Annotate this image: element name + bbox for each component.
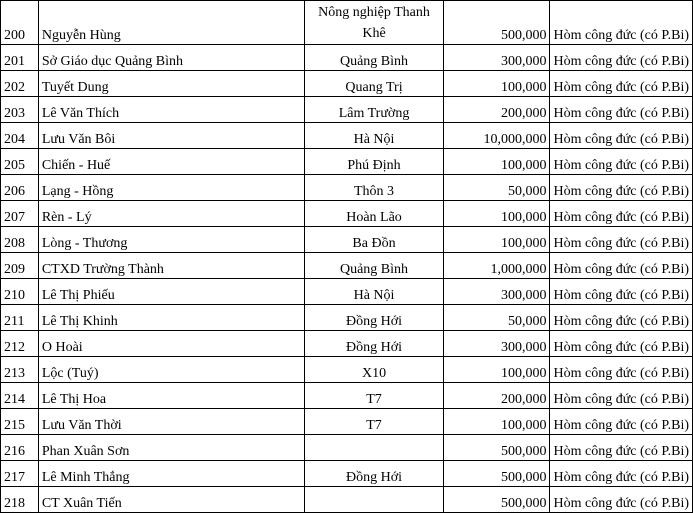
amount-cell[interactable] bbox=[444, 97, 550, 123]
table-row bbox=[1, 71, 693, 97]
row-number: 212 bbox=[4, 340, 25, 355]
place-cell[interactable] bbox=[305, 123, 444, 149]
row-number-cell[interactable] bbox=[1, 71, 39, 97]
table-row bbox=[1, 45, 693, 71]
note: Hòm công đức (có P.Bi) bbox=[553, 132, 689, 147]
note-cell[interactable] bbox=[550, 279, 693, 305]
place-cell[interactable] bbox=[305, 97, 444, 123]
row-number: 214 bbox=[4, 392, 25, 407]
donor-name: Phan Xuân Sơn bbox=[41, 444, 130, 459]
place-cell[interactable] bbox=[305, 45, 444, 71]
row-number-cell[interactable] bbox=[1, 279, 39, 305]
note: Hòm công đức (có P.Bi) bbox=[553, 28, 689, 43]
donor-name-cell[interactable] bbox=[38, 279, 304, 305]
note: Hòm công đức (có P.Bi) bbox=[553, 236, 689, 251]
row-number-cell[interactable] bbox=[1, 487, 39, 513]
donor-name: Lê Thị Phiếu bbox=[41, 288, 115, 303]
amount-cell[interactable] bbox=[444, 383, 550, 409]
donor-name: Nguyễn Hùng bbox=[41, 28, 121, 43]
amount-cell[interactable] bbox=[444, 461, 550, 487]
place: Nông nghiệp Thanh Khê bbox=[318, 5, 430, 41]
row-number-cell[interactable] bbox=[1, 97, 39, 123]
note: Hòm công đức (có P.Bi) bbox=[553, 444, 689, 459]
note: Hòm công đức (có P.Bi) bbox=[553, 54, 689, 69]
donor-name-cell[interactable] bbox=[38, 175, 304, 201]
amount: 50,000 bbox=[507, 184, 547, 199]
donor-name: Lưu Văn Bôi bbox=[41, 132, 116, 147]
amount: 500,000 bbox=[500, 444, 547, 459]
donor-name-cell[interactable] bbox=[38, 487, 304, 513]
table-row bbox=[1, 175, 693, 201]
table-row bbox=[1, 487, 693, 513]
amount: 300,000 bbox=[500, 340, 547, 355]
note-cell[interactable] bbox=[550, 201, 693, 227]
donor-name: Lộc (Tuý) bbox=[41, 366, 99, 381]
place: Hoàn Lão bbox=[346, 210, 402, 225]
donor-name-cell[interactable] bbox=[38, 357, 304, 383]
amount: 300,000 bbox=[500, 288, 547, 303]
row-number-cell[interactable] bbox=[1, 357, 39, 383]
note-cell[interactable] bbox=[550, 461, 693, 487]
table-row bbox=[1, 123, 693, 149]
donor-name-cell[interactable] bbox=[38, 201, 304, 227]
place: Quảng Bình bbox=[339, 262, 409, 277]
row-number-cell[interactable] bbox=[1, 45, 39, 71]
table-row bbox=[1, 409, 693, 435]
amount: 100,000 bbox=[500, 418, 547, 433]
row-number-cell[interactable] bbox=[1, 331, 39, 357]
donor-name: Lê Thị Khinh bbox=[41, 314, 118, 329]
amount: 100,000 bbox=[500, 210, 547, 225]
donor-name-cell[interactable] bbox=[38, 71, 304, 97]
donor-name-cell[interactable] bbox=[38, 149, 304, 175]
row-number: 205 bbox=[4, 158, 25, 173]
amount-cell[interactable] bbox=[444, 357, 550, 383]
note-cell[interactable] bbox=[550, 149, 693, 175]
place-cell[interactable] bbox=[305, 227, 444, 253]
place: Quảng Bình bbox=[339, 54, 409, 69]
note-cell[interactable] bbox=[550, 383, 693, 409]
amount-cell[interactable] bbox=[444, 435, 550, 461]
amount-cell[interactable] bbox=[444, 487, 550, 513]
place: Hà Nội bbox=[353, 132, 395, 147]
place: Đồng Hới bbox=[346, 314, 403, 329]
note: Hòm công đức (có P.Bi) bbox=[553, 418, 689, 433]
note: Hòm công đức (có P.Bi) bbox=[553, 158, 689, 173]
note-cell[interactable] bbox=[550, 435, 693, 461]
place-cell[interactable] bbox=[305, 487, 444, 513]
row-number-cell[interactable] bbox=[1, 201, 39, 227]
amount: 100,000 bbox=[500, 366, 547, 381]
table-row bbox=[1, 279, 693, 305]
row-number-cell[interactable] bbox=[1, 149, 39, 175]
row-number: 207 bbox=[4, 210, 25, 225]
place-cell[interactable] bbox=[305, 357, 444, 383]
note-cell[interactable] bbox=[550, 409, 693, 435]
table-row bbox=[1, 331, 693, 357]
row-number-cell[interactable] bbox=[1, 409, 39, 435]
donor-name-cell[interactable] bbox=[38, 305, 304, 331]
note-cell[interactable] bbox=[550, 487, 693, 513]
donor-name-cell[interactable] bbox=[38, 253, 304, 279]
note: Hòm công đức (có P.Bi) bbox=[553, 210, 689, 225]
table-row bbox=[1, 305, 693, 331]
donor-name: Rèn - Lý bbox=[41, 210, 92, 225]
table-row bbox=[1, 1, 693, 45]
row-number-cell[interactable] bbox=[1, 253, 39, 279]
table-body bbox=[1, 1, 693, 513]
place: T7 bbox=[366, 418, 382, 433]
place: Hà Nội bbox=[353, 288, 395, 303]
amount: 10,000,000 bbox=[483, 132, 547, 147]
place-cell[interactable] bbox=[305, 383, 444, 409]
amount: 300,000 bbox=[500, 54, 547, 69]
row-number: 208 bbox=[4, 236, 25, 251]
amount-cell[interactable] bbox=[444, 331, 550, 357]
donor-name: O Hoài bbox=[41, 340, 83, 355]
amount-cell[interactable] bbox=[444, 1, 550, 45]
note-cell[interactable] bbox=[550, 175, 693, 201]
amount-cell[interactable] bbox=[444, 201, 550, 227]
amount-cell[interactable] bbox=[444, 45, 550, 71]
donor-name: Lòng - Thương bbox=[41, 236, 128, 251]
amount: 200,000 bbox=[500, 106, 547, 121]
note: Hòm công đức (có P.Bi) bbox=[553, 314, 689, 329]
row-number: 202 bbox=[4, 80, 25, 95]
donor-name: Lê Thị Hoa bbox=[41, 392, 107, 407]
note-cell[interactable] bbox=[550, 227, 693, 253]
row-number-cell[interactable] bbox=[1, 461, 39, 487]
amount: 500,000 bbox=[500, 496, 547, 511]
amount: 1,000,000 bbox=[490, 262, 547, 277]
place: Ba Đồn bbox=[352, 236, 396, 251]
note: Hòm công đức (có P.Bi) bbox=[553, 496, 689, 511]
row-number-cell[interactable] bbox=[1, 435, 39, 461]
donor-name-cell[interactable] bbox=[38, 331, 304, 357]
row-number: 209 bbox=[4, 262, 25, 277]
row-number: 211 bbox=[4, 314, 25, 329]
place-cell[interactable] bbox=[305, 71, 444, 97]
table-row bbox=[1, 461, 693, 487]
table-row bbox=[1, 435, 693, 461]
row-number: 206 bbox=[4, 184, 25, 199]
donor-name: Lê Minh Thắng bbox=[41, 470, 130, 485]
note-cell[interactable] bbox=[550, 97, 693, 123]
amount: 100,000 bbox=[500, 236, 547, 251]
donor-name-cell[interactable] bbox=[38, 227, 304, 253]
place-cell[interactable] bbox=[305, 461, 444, 487]
place-cell[interactable] bbox=[305, 175, 444, 201]
row-number: 201 bbox=[4, 54, 25, 69]
note-cell[interactable] bbox=[550, 45, 693, 71]
donor-name-cell[interactable] bbox=[38, 409, 304, 435]
note-cell[interactable] bbox=[550, 253, 693, 279]
place-cell[interactable] bbox=[305, 279, 444, 305]
note: Hòm công đức (có P.Bi) bbox=[553, 80, 689, 95]
amount-cell[interactable] bbox=[444, 253, 550, 279]
place-cell[interactable] bbox=[305, 331, 444, 357]
donor-name-cell[interactable] bbox=[38, 45, 304, 71]
note: Hòm công đức (có P.Bi) bbox=[553, 340, 689, 355]
donor-name-cell[interactable] bbox=[38, 1, 304, 45]
amount: 100,000 bbox=[500, 80, 547, 95]
amount-cell[interactable] bbox=[444, 227, 550, 253]
row-number: 218 bbox=[4, 496, 25, 511]
table-row bbox=[1, 227, 693, 253]
row-number: 216 bbox=[4, 444, 25, 459]
donor-name: Sở Giáo dục Quảng Bình bbox=[41, 54, 184, 69]
table-row bbox=[1, 383, 693, 409]
place-cell[interactable] bbox=[305, 149, 444, 175]
donor-name: Lê Văn Thích bbox=[41, 106, 120, 121]
place-cell[interactable] bbox=[305, 253, 444, 279]
note-cell[interactable] bbox=[550, 1, 693, 45]
note: Hòm công đức (có P.Bi) bbox=[553, 288, 689, 303]
amount: 50,000 bbox=[507, 314, 547, 329]
place-cell[interactable] bbox=[305, 1, 444, 45]
note: Hòm công đức (có P.Bi) bbox=[553, 106, 689, 121]
amount-cell[interactable] bbox=[444, 71, 550, 97]
place: Đồng Hới bbox=[346, 470, 403, 485]
donor-name-cell[interactable] bbox=[38, 435, 304, 461]
table-row bbox=[1, 253, 693, 279]
row-number-cell[interactable] bbox=[1, 305, 39, 331]
donor-name: Tuyết Dung bbox=[41, 80, 109, 95]
donor-name: CT Xuân Tiến bbox=[41, 496, 122, 511]
row-number: 215 bbox=[4, 418, 25, 433]
note: Hòm công đức (có P.Bi) bbox=[553, 366, 689, 381]
place-cell[interactable] bbox=[305, 409, 444, 435]
donor-name: Chiến - Huế bbox=[41, 158, 111, 173]
place-cell[interactable] bbox=[305, 305, 444, 331]
note-cell[interactable] bbox=[550, 123, 693, 149]
table-row bbox=[1, 149, 693, 175]
donor-name-cell[interactable] bbox=[38, 461, 304, 487]
row-number: 217 bbox=[4, 470, 25, 485]
row-number-cell[interactable] bbox=[1, 227, 39, 253]
row-number: 200 bbox=[4, 28, 25, 43]
donor-name-cell[interactable] bbox=[38, 97, 304, 123]
amount-cell[interactable] bbox=[444, 305, 550, 331]
donor-name-cell[interactable] bbox=[38, 383, 304, 409]
place: Quang Trị bbox=[345, 80, 403, 95]
row-number: 203 bbox=[4, 106, 25, 121]
place-cell[interactable] bbox=[305, 201, 444, 227]
place-cell[interactable] bbox=[305, 435, 444, 461]
donor-name: Lạng - Hồng bbox=[41, 184, 114, 199]
place: X10 bbox=[361, 366, 387, 381]
table-row bbox=[1, 97, 693, 123]
row-number-cell[interactable] bbox=[1, 175, 39, 201]
donor-name-cell[interactable] bbox=[38, 123, 304, 149]
note: Hòm công đức (có P.Bi) bbox=[553, 470, 689, 485]
donor-name: CTXD Trường Thành bbox=[41, 262, 164, 277]
place: Thôn 3 bbox=[353, 184, 395, 199]
amount: 500,000 bbox=[500, 28, 547, 43]
note: Hòm công đức (có P.Bi) bbox=[553, 392, 689, 407]
row-number-cell[interactable] bbox=[1, 383, 39, 409]
amount-cell[interactable] bbox=[444, 123, 550, 149]
place: Lâm Trường bbox=[338, 106, 410, 121]
amount: 200,000 bbox=[500, 392, 547, 407]
row-number: 204 bbox=[4, 132, 25, 147]
row-number-cell[interactable] bbox=[1, 123, 39, 149]
note-cell[interactable] bbox=[550, 357, 693, 383]
amount-cell[interactable] bbox=[444, 149, 550, 175]
place: Đồng Hới bbox=[346, 340, 403, 355]
row-number: 210 bbox=[4, 288, 25, 303]
table-row bbox=[1, 357, 693, 383]
amount-cell[interactable] bbox=[444, 175, 550, 201]
donor-name: Lưu Văn Thời bbox=[41, 418, 122, 433]
row-number: 213 bbox=[4, 366, 25, 381]
note: Hòm công đức (có P.Bi) bbox=[553, 262, 689, 277]
note-cell[interactable] bbox=[550, 331, 693, 357]
note-cell[interactable] bbox=[550, 305, 693, 331]
place: Phú Định bbox=[347, 158, 401, 173]
note: Hòm công đức (có P.Bi) bbox=[553, 184, 689, 199]
note-cell[interactable] bbox=[550, 71, 693, 97]
place: T7 bbox=[366, 392, 382, 407]
amount: 500,000 bbox=[500, 470, 547, 485]
amount: 100,000 bbox=[500, 158, 547, 173]
table-row bbox=[1, 201, 693, 227]
amount-cell[interactable] bbox=[444, 279, 550, 305]
amount-cell[interactable] bbox=[444, 409, 550, 435]
row-number-cell[interactable] bbox=[1, 1, 39, 45]
